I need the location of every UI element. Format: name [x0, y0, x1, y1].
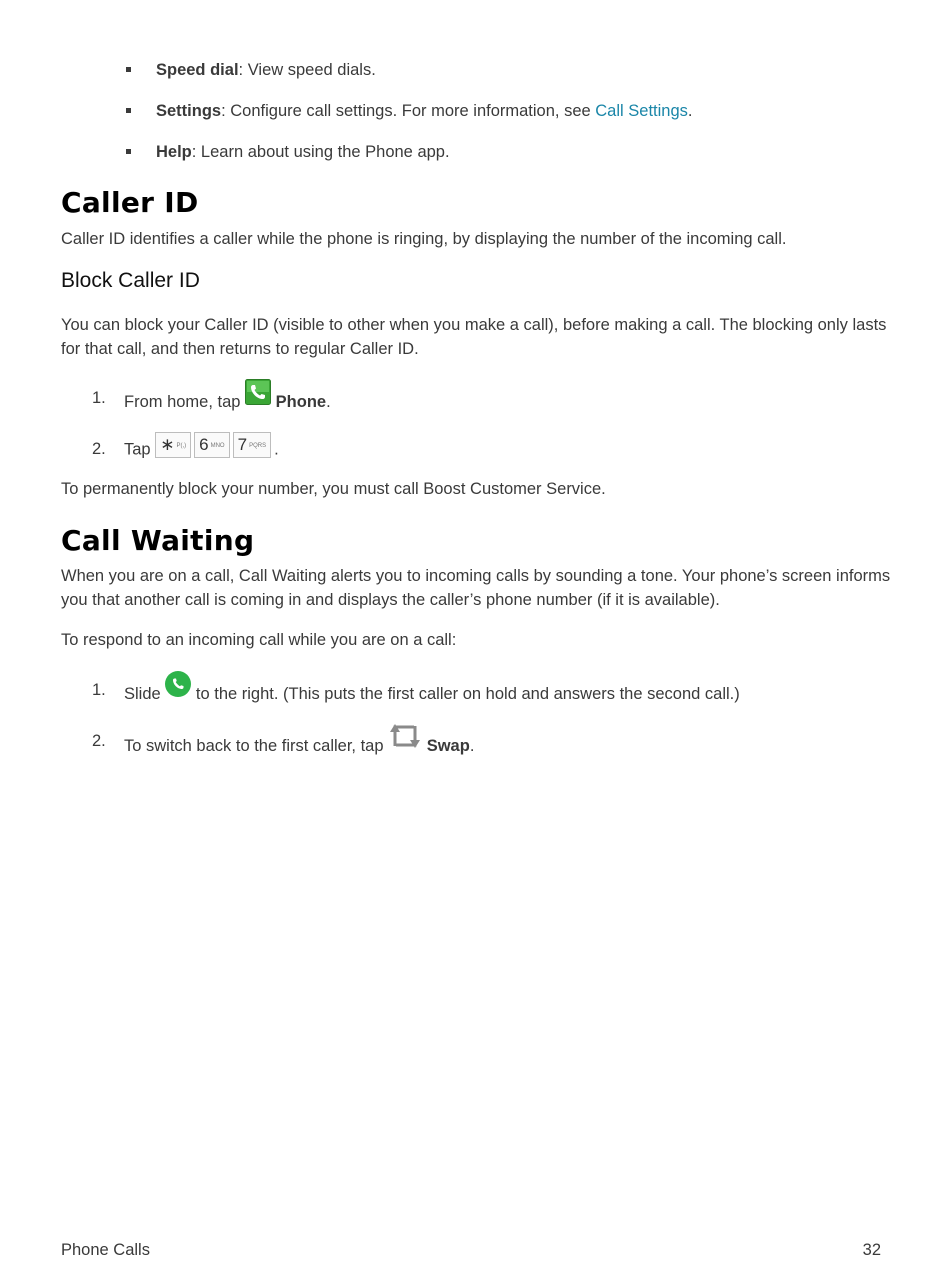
permanent-block-paragraph: To permanently block your number, you must call Boost Customer Service.: [61, 480, 606, 498]
bullet-term: Speed dial: [156, 61, 239, 79]
step-item: [0, 678, 950, 708]
step-text-end: .: [326, 392, 331, 411]
step-number: 1.: [92, 681, 106, 699]
step-number: 1.: [92, 389, 106, 407]
star-key: [155, 432, 191, 458]
step-text-end: .: [469, 736, 475, 755]
bullet-desc: : View speed dials.: [238, 61, 376, 79]
bullet-marker: [126, 108, 131, 113]
seven-key: [233, 432, 271, 458]
answer-call-icon: [165, 671, 191, 704]
bullet-marker: [126, 149, 131, 154]
step-text: From home, tap: [124, 392, 241, 411]
bullet-desc: : Learn about using the Phone app.: [191, 143, 450, 161]
call-settings-link[interactable]: Call Settings: [595, 102, 688, 120]
footer-section: Phone Calls: [61, 1241, 150, 1259]
six-key: [194, 432, 229, 458]
block-caller-id-paragraph: You can block your Caller ID (visible to other when you make a call), before making a call. The blocking only lasts for that call, and then returns to regular Caller ID.: [61, 316, 887, 358]
step-number: 2.: [92, 732, 106, 750]
call-waiting-intro: When you are on a call, Call Waiting alerts you to incoming calls by sounding a tone. Your phone’s screen informs you that another call is coming in and displays the caller’s phone number (if it is available).: [61, 567, 891, 609]
bullet-desc-end: .: [687, 102, 693, 120]
page-number: 32: [862, 1241, 881, 1259]
key-main: ∗: [160, 435, 175, 454]
step-number: 2.: [92, 440, 106, 458]
step-item: [0, 437, 950, 467]
step-text-end: .: [274, 440, 279, 459]
key-main: 6: [199, 435, 209, 454]
bullet-term: Settings: [156, 102, 222, 120]
block-caller-id-heading: Block Caller ID: [61, 269, 200, 292]
key-main: 7: [237, 435, 248, 454]
caller-id-heading: Caller ID: [61, 186, 199, 219]
key-sub: P(,): [176, 442, 187, 449]
phone-label: Phone: [275, 392, 327, 411]
bullet-marker: [126, 67, 131, 72]
step-text-end: to the right. (This puts the first caller on hold and answers the second call.): [195, 684, 740, 703]
swap-icon: [388, 722, 422, 757]
respond-paragraph: To respond to an incoming call while you are on a call:: [61, 631, 457, 649]
caller-id-intro: Caller ID identifies a caller while the phone is ringing, by displaying the number of the incoming call.: [61, 230, 787, 248]
step-item: [0, 386, 950, 416]
key-sub: PQRS: [249, 442, 267, 449]
call-waiting-heading: Call Waiting: [61, 524, 255, 557]
swap-label: Swap: [426, 736, 470, 755]
step-text: Tap: [124, 440, 151, 459]
bullet-term: Help: [156, 143, 192, 161]
bullet-desc: : Configure call settings. For more information, see: [221, 102, 596, 120]
key-sub: MNO: [210, 442, 225, 449]
step-item: [0, 729, 950, 759]
step-text: Slide: [124, 684, 161, 703]
phone-app-icon: [245, 379, 271, 412]
step-text: To switch back to the first caller, tap: [124, 736, 384, 755]
